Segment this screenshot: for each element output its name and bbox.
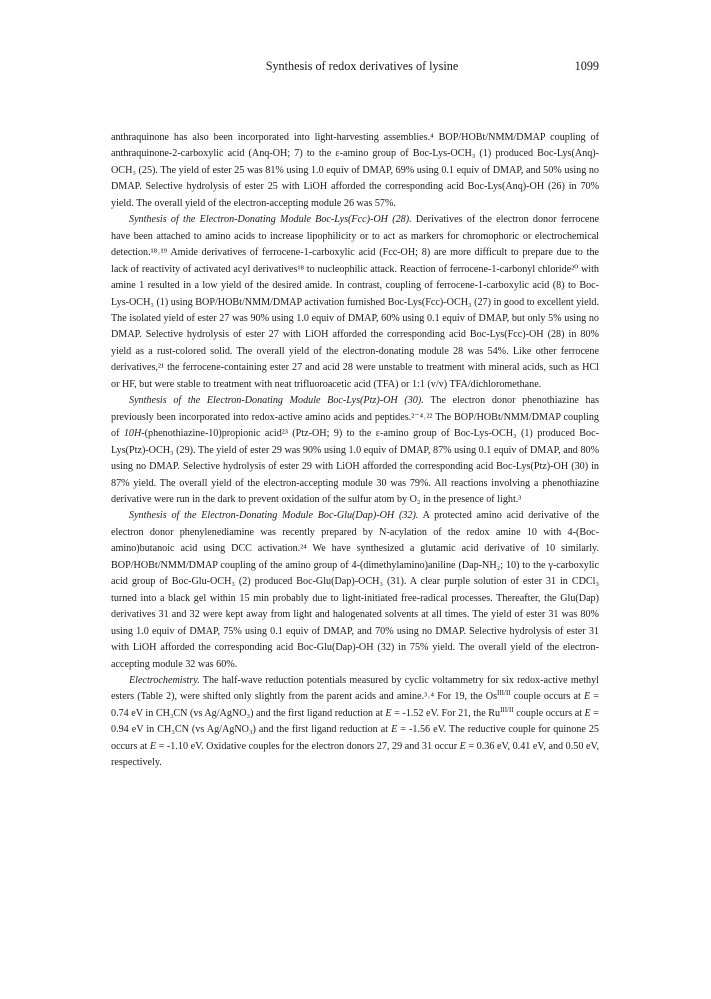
- body-paragraph: [111, 212, 599, 393]
- body-paragraph: [111, 508, 599, 673]
- italic-text: Electrochemistry.: [129, 674, 200, 686]
- paragraph-text: = 0.94 eV in CH₃CN (vs Ag/AgNO₃) and the first ligand reduction at: [111, 707, 599, 736]
- paragraph-text: -(phenothiazine-10)propionic acid²³ (Ptz-OH; 9) to the ε-amino group of Boc-Lys-OCH₃ (1) produced Boc-Lys(Ptz)-OCH₃ (29). The yield of ester 29 was 90% using 1.0 equiv of DMAP, 87% using 0.1 equiv of DMAP, and 80% using no DMAP. Selective hydrolysis of ester 29 with LiOH afforded the corresponding acid Boc-Lys(Ptz)-OH (30) in 87% yield. The overall yield of the electron-accepting module 30 was 79%. All reactions involving a phenothiazine derivative were run in the dark to prevent oxidation of the sulfur atom by O₂ in the presence of light.³: [111, 428, 599, 505]
- paragraph-text: Derivatives of the electron donor ferrocene have been attached to amino acids to increase lipophilicity or to act as markers for chromophoric or electrochemical detection.¹⁸˒¹⁹ Amide derivatives of ferrocene-1-carboxylic acid (Fcc-OH; 8) are more difficult to prepare due to the lack of reactivity of activated acyl derivatives¹⁸ to nucleophilic attack. Reaction of ferrocene-1-carbonyl chloride²⁰ with amine 1 resulted in a low yield of the desired amide. In contrast, coupling of ferrocene-1-carboxylic acid (8) to Boc-Lys-OCH₃ (1) using BOP/HOBt/NMM/DMAP activation furnished Boc-Lys(Fcc)-OCH₃ (27) in good to excellent yield. The isolated yield of ester 27 was 90% using 1.0 equiv of DMAP, 60% using 0.1 equiv of DMAP, but only 5% using no DMAP. Selective hydrolysis of ester 27 with LiOH afforded the corresponding acid Boc-Lys(Fcc)-OH (28) in 80% yield as a rust-colored solid. The overall yield of the electron-donating module 28 was 54%. Like other ferrocene derivatives,²¹ the ferrocene-containing ester 27 and acid 28 were unstable to treatment with mineral acids, such as HCl or HF, but were stable to treatment with neat trifluoroacetic acid (TFA) or 1:1 (v/v) TFA/dichloromethane.: [111, 214, 600, 390]
- superscript-text: III/II: [500, 705, 514, 714]
- paragraph-text: = -1.56 eV. The reductive couple for quinone 25 occurs at: [111, 724, 599, 752]
- superscript-text: III/II: [497, 689, 511, 698]
- paragraph-text: couple occurs at: [510, 691, 584, 703]
- body-paragraph: [111, 393, 599, 508]
- italic-text: E: [391, 724, 398, 736]
- article-body: [111, 130, 599, 772]
- italic-text: E: [385, 707, 392, 719]
- italic-text: E: [459, 740, 466, 752]
- paragraph-text: A protected amino acid derivative of the electron donor phenylenediamine was recently prepared by N-acylation of the redox amine 10 with 4-(Boc-amino)butanoic acid using DCC activation.²⁴ We have synthesized a glutamic acid derivative of 10 similarly. BOP/HOBt/NMM/DMAP coupling of the amino group of 4-(dimethylamino)aniline (Dap-NH₂; 10) to the γ-carboxylic acid group of Boc-Glu-OCH₃ (2) produced Boc-Glu(Dap)-OCH₃ (31). A clear purple solution of ester 31 in CDCl₃ turned into a black gel within 15 min probably due to light-initiated free-radical processes. Thereafter, the Glu(Dap) derivatives 31 and 32 were kept away from light and halogenated solvents at all times. The yield of ester 31 was 80% using 1.0 equiv of DMAP, 75% using 0.1 equiv of DMAP, and 70% using no DMAP. Selective hydrolysis of ester 31 with LiOH afforded the corresponding acid Boc-Glu(Dap)-OH (32) in 75% yield. The overall yield of the electron-accepting module 32 was 60%.: [111, 510, 599, 670]
- italic-text: E: [583, 691, 591, 703]
- paragraph-text: = -1.10 eV. Oxidative couples for the electron donors 27, 29 and 31 occur: [156, 740, 460, 752]
- paragraph-text: couple occurs at: [513, 707, 585, 719]
- italic-text: Synthesis of the Electron-Donating Module Boc-Lys(Ptz)-OH (30).: [129, 395, 424, 407]
- body-paragraph: [111, 673, 599, 772]
- italic-text: E: [149, 740, 157, 752]
- italic-text: Synthesis of the Electron-Donating Module Boc-Lys(Fcc)-OH (28).: [129, 214, 412, 226]
- running-title: Synthesis of redox derivatives of lysine: [265, 59, 459, 73]
- paragraph-text: The half-wave reduction potentials measured by cyclic voltammetry for six redox-active methyl esters (Table 2), were shifted only slightly from the parent acids and amine.³˒⁴ For 19, the Os: [111, 674, 599, 703]
- paragraph-text: = 0.74 eV in CH₃CN (vs Ag/AgNO₃) and the first ligand reduction at: [111, 691, 599, 719]
- body-paragraph: [111, 130, 599, 212]
- paragraph-text: anthraquinone has also been incorporated into light-harvesting assemblies.⁴ BOP/HOBt/NMM/DMAP coupling of anthraquinone-2-carboxylic acid (Anq-OH; 7) to the ε-amino group of Boc-Lys-OCH₃ (1) produced Boc-Lys(Anq)-OCH₃ (25). The yield of ester 25 was 81% using 1.0 equiv of DMAP, 69% using 0.1 equiv of DMAP, and 50% using no DMAP. Selective hydrolysis of ester 25 with LiOH afforded the corresponding acid Boc-Lys(Anq)-OH (26) in 70% yield. The overall yield of the electron-accepting module 26 was 57%.: [111, 132, 599, 209]
- page-header: [125, 59, 599, 79]
- paragraph-text: The electron donor phenothiazine has previously been incorporated into redox-active amino acids and peptides.²⁻⁴˒²² The BOP/HOBt/NMM/DMAP coupling of: [111, 395, 600, 440]
- italic-text: Synthesis of the Electron-Donating Module Boc-Glu(Dap)-OH (32).: [129, 510, 419, 522]
- page-number: 1099: [574, 59, 599, 73]
- italic-text: 10H: [123, 428, 142, 440]
- paragraph-text: = -1.52 eV. For 21, the Ru: [391, 707, 501, 719]
- paragraph-text: = 0.36 eV, 0.41 eV, and 0.50 eV, respectively.: [111, 740, 599, 769]
- italic-text: E: [584, 707, 591, 719]
